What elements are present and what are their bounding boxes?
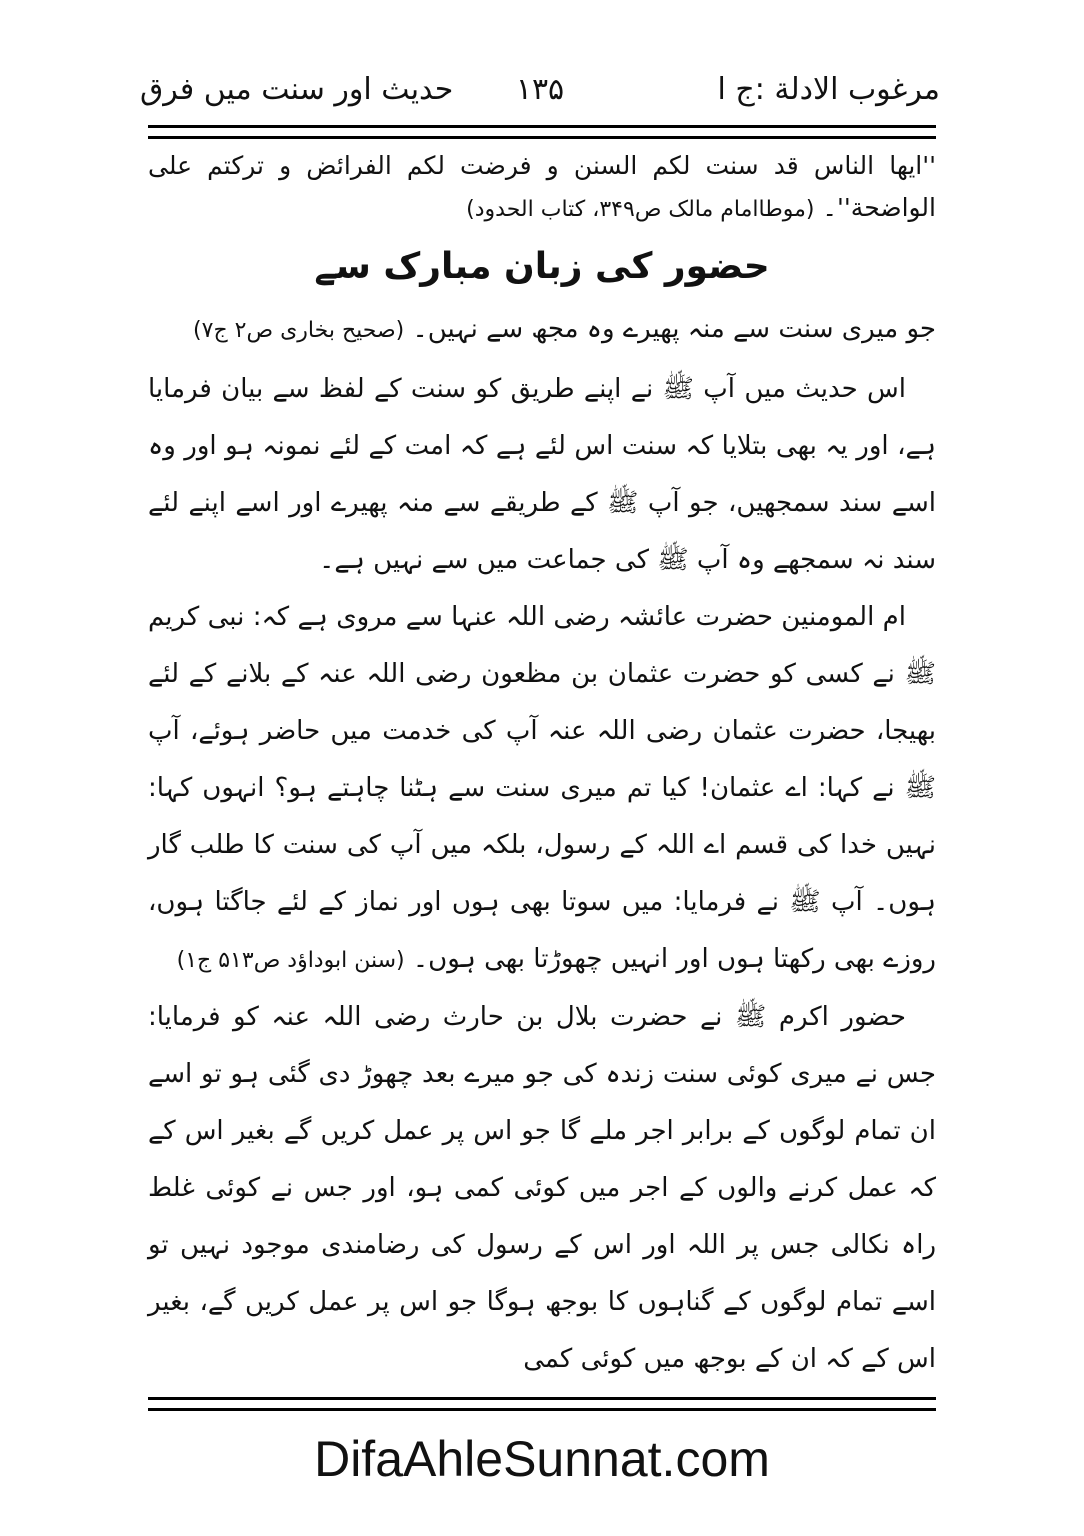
hadith-citation: (صحیح بخاری ص۲ ج۷) bbox=[193, 318, 405, 343]
hadith-text: جو میری سنت سے منہ پھیرے وہ مجھ سے نہیں۔ bbox=[412, 314, 936, 344]
chapter-title: حدیث اور سنت میں فرق bbox=[140, 72, 454, 107]
arabic-quote bbox=[148, 145, 936, 231]
paragraph-1: اس حدیث میں آپ ﷺ نے اپنے طریق کو سنت کے لفظ سے بیان فرمایا ہے، اور یہ بھی بتلایا کہ سنت اس لئے ہے کہ امت کے لئے نمونہ ہو اور وہ اسے سند سمجھیں، جو آپ ﷺ کے طریقے سے منہ پھیرے اور اسے اپنے لئے سند نہ سمجھے وہ آپ ﷺ کی جماعت میں سے نہیں ہے۔ bbox=[148, 374, 936, 575]
page-body bbox=[148, 145, 936, 1388]
paragraph-2 bbox=[148, 589, 936, 989]
section-heading: حضور کی زبان مبارک سے bbox=[314, 246, 770, 287]
header-divider bbox=[148, 125, 936, 139]
hadith-line bbox=[148, 301, 936, 359]
footer-divider bbox=[148, 1397, 936, 1411]
website-watermark: DifaAhleSunnat.com bbox=[314, 1431, 770, 1487]
quote-citation: (موطاامام مالک ص۳۴۹، کتاب الحدود) bbox=[466, 197, 815, 222]
paragraph-2-text: ام المومنین حضرت عائشہ رضی اللہ عنہا سے مروی ہے کہ: نبی کریم ﷺ نے کسی کو حضرت عثمان بن مظعون رضی اللہ عنہ کے بلانے کے لئے بھیجا، حضرت عثمان رضی اللہ عنہ آپ کی خدمت میں حاضر ہوئے، آپ ﷺ نے کہا: اے عثمان! کیا تم میری سنت سے ہٹنا چاہتے ہو؟ انہوں کہا: نہیں خدا کی قسم اے اللہ کے رسول، بلکہ میں آپ کی سنت کا طلب گار ہوں۔ آپ ﷺ نے فرمایا: میں سوتا بھی ہوں اور نماز کے لئے جاگتا ہوں، روزے بھی رکھتا ہوں اور انہیں چھوڑتا بھی ہوں۔ bbox=[148, 602, 936, 974]
page-header bbox=[140, 62, 940, 122]
arabic-quote-text: ''ایھا الناس قد سنت لکم السنن و فرضت لکم الفرائض و ترکتم علی الواضحة''۔ bbox=[148, 151, 936, 222]
book-title: مرغوب الادلة :ج ا bbox=[717, 72, 940, 107]
page-number: ۱۳۵ bbox=[515, 72, 565, 107]
paragraph-3: حضور اکرم ﷺ نے حضرت بلال بن حارث رضی اللہ عنہ کو فرمایا: جس نے میری کوئی سنت زندہ کی جو میرے بعد چھوڑ دی گئی ہو تو اسے ان تمام لوگوں کے برابر اجر ملے گا جو اس پر عمل کریں گے بغیر اس کے کہ عمل کرنے والوں کے اجر میں کوئی کمی ہو، اور جس نے کوئی غلط راہ نکالی جس پر اللہ اور اس کے رسول کی رضامندی موجود نہیں تو اسے تمام لوگوں کے گناہوں کا بوجھ ہوگا جو اس پر عمل کریں گے، بغیر اس کے کہ ان کے بوجھ میں کوئی کمی bbox=[148, 1002, 936, 1374]
paragraph-2-citation: (سنن ابوداؤد ص۵۱۳ ج۱) bbox=[176, 948, 405, 973]
